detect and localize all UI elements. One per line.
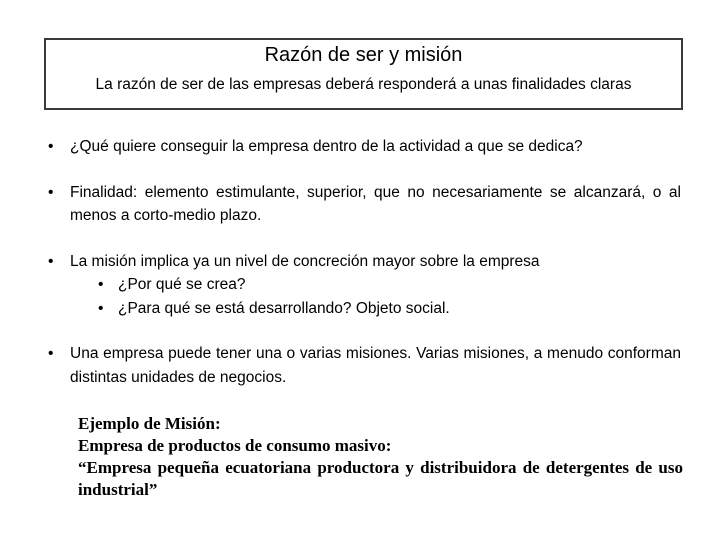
mission-example: [78, 413, 683, 501]
bullet-item: • La misión implica ya un nivel de concreción mayor sobre la empresa: [48, 250, 681, 274]
sub-bullet-item: • ¿Para qué se está desarrollando? Objeto social.: [48, 297, 681, 321]
example-company-type: Empresa de productos de consumo masivo:: [78, 436, 392, 455]
example-heading: Ejemplo de Misión:: [78, 414, 221, 433]
title-box: [44, 38, 683, 110]
bullet-item: • ¿Qué quiere conseguir la empresa dentro de la actividad a que se dedica?: [48, 135, 681, 159]
example-mission-statement: “Empresa pequeña ecuatoriana productora y distribuidora de detergentes de uso industrial”: [78, 458, 683, 499]
slide-subtitle: La razón de ser de las empresas deberá responderá a unas finalidades claras: [95, 76, 632, 93]
slide-title: Razón de ser y misión: [264, 44, 463, 66]
bullet-list: [48, 135, 681, 389]
bullet-item: • Una empresa puede tener una o varias misiones. Varias misiones, a menudo conforman distintas unidades de negocios.: [48, 342, 681, 389]
sub-bullet-item: • ¿Por qué se crea?: [48, 273, 681, 297]
bullet-item: • Finalidad: elemento estimulante, superior, que no necesariamente se alcanzará, o al menos a corto-medio plazo.: [48, 181, 681, 228]
